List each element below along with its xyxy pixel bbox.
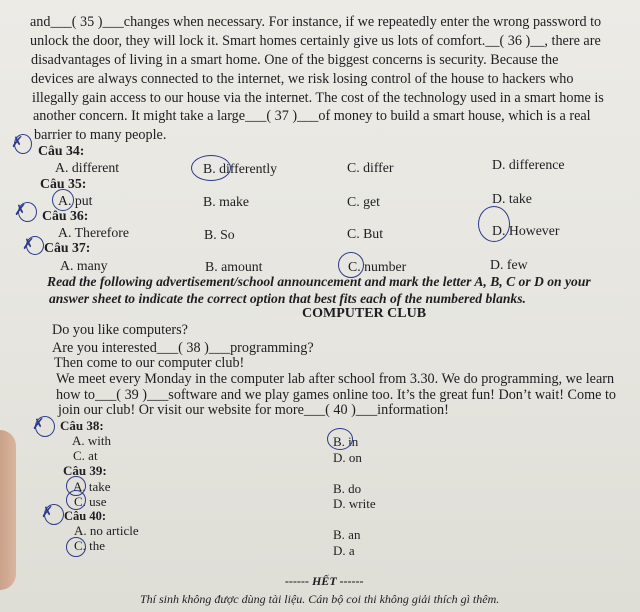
- passage-line: Then come to our computer club!: [54, 355, 245, 371]
- passage-line: illegally gain access to our house via the internet. The cost of the technology used in a smart home is: [32, 90, 604, 106]
- option[interactable]: C. number: [348, 259, 407, 274]
- answer-circle: [191, 155, 231, 181]
- passage-line: how to___( 39 )___software and we play games online too. It’s the great fun! Don’t wait! Come to: [56, 387, 617, 403]
- option[interactable]: D. few: [490, 257, 528, 272]
- option[interactable]: B. differently: [203, 161, 278, 176]
- cross-mark-icon: ✗: [32, 415, 45, 433]
- answer-circle: [338, 252, 364, 278]
- cross-mark-icon: ✗: [14, 201, 27, 219]
- passage-line: barrier to many people.: [34, 127, 167, 143]
- answer-circle: [66, 537, 86, 557]
- option[interactable]: A. with: [72, 433, 111, 448]
- option[interactable]: C. But: [347, 226, 384, 241]
- option[interactable]: A. different: [55, 160, 120, 175]
- option[interactable]: B. amount: [205, 259, 263, 274]
- footer-note: Thí sinh không được dùng tài liệu. Cán bộ coi thi không giải thích gì thêm.: [140, 592, 500, 606]
- question-label: Câu 36:: [42, 208, 89, 223]
- option[interactable]: A. Therefore: [58, 225, 129, 240]
- answer-circle: [478, 206, 510, 242]
- option[interactable]: A. put: [58, 193, 93, 208]
- option[interactable]: C. differ: [347, 160, 394, 175]
- club-title: COMPUTER CLUB: [302, 306, 427, 321]
- option[interactable]: D. a: [333, 543, 355, 558]
- passage-line: devices are always connected to the internet, we risk losing control of the house to hackers who: [31, 71, 574, 87]
- passage-line: Are you interested___( 38 )___programming?: [52, 340, 314, 356]
- option[interactable]: C. get: [347, 194, 380, 209]
- cross-mark-icon: ✗: [22, 235, 35, 253]
- option[interactable]: B. in: [333, 434, 359, 449]
- passage-line: another concern. It might take a large___( 37 )___of money to build a smart house, which is a real: [33, 108, 591, 124]
- option[interactable]: D. difference: [492, 157, 565, 172]
- instruction-line: Read the following advertisement/school announcement and mark the letter A, B, C or D on your: [47, 274, 591, 289]
- option[interactable]: A. no article: [74, 523, 139, 538]
- option[interactable]: C. at: [73, 448, 98, 463]
- option[interactable]: B. So: [204, 227, 235, 242]
- option[interactable]: D. However: [492, 223, 560, 238]
- option[interactable]: B. do: [333, 481, 362, 496]
- instruction-line: answer sheet to indicate the correct option that best fits each of the numbered blanks.: [49, 291, 526, 306]
- option[interactable]: C. the: [74, 538, 106, 553]
- question-label: Câu 40:: [64, 509, 107, 523]
- question-label: Câu 38:: [60, 418, 104, 433]
- passage-line: Do you like computers?: [52, 322, 188, 338]
- cross-mark-icon: ✗: [41, 503, 54, 521]
- passage-line: and___( 35 )___changes when necessary. For instance, if we repeatedly enter the wrong password to: [30, 14, 602, 30]
- option[interactable]: A. take: [73, 479, 111, 494]
- question-label: Câu 39:: [63, 463, 107, 478]
- end-marker: ------ HẾT ------: [285, 574, 364, 588]
- option[interactable]: C. use: [74, 494, 107, 509]
- answer-circle: [327, 428, 353, 450]
- answer-circle: [52, 189, 74, 211]
- thumb: [0, 430, 16, 590]
- question-label: Câu 37:: [44, 240, 91, 255]
- passage-line: join our club! Or visit our website for more___( 40 )___information!: [58, 402, 449, 418]
- answer-circle: [66, 490, 86, 510]
- option[interactable]: B. make: [203, 194, 249, 209]
- passage-line: unlock the door, they will lock it. Smart homes certainly give us lots of comfort.__( 36 )__, there are: [30, 33, 601, 49]
- option[interactable]: B. an: [333, 527, 361, 542]
- question-label: Câu 35:: [40, 176, 87, 191]
- passage-line: disadvantages of living in a smart home. One of the biggest concerns is security. Because the: [31, 52, 559, 68]
- option[interactable]: A. many: [60, 258, 108, 273]
- option[interactable]: D. on: [333, 450, 362, 465]
- cross-mark-icon: ✗: [11, 133, 24, 151]
- passage-line: We meet every Monday in the computer lab after school from 3.30. We do programming, we learn: [56, 371, 615, 387]
- question-label: Câu 34:: [38, 143, 85, 158]
- option[interactable]: D. write: [333, 496, 376, 511]
- option[interactable]: D. take: [492, 191, 532, 206]
